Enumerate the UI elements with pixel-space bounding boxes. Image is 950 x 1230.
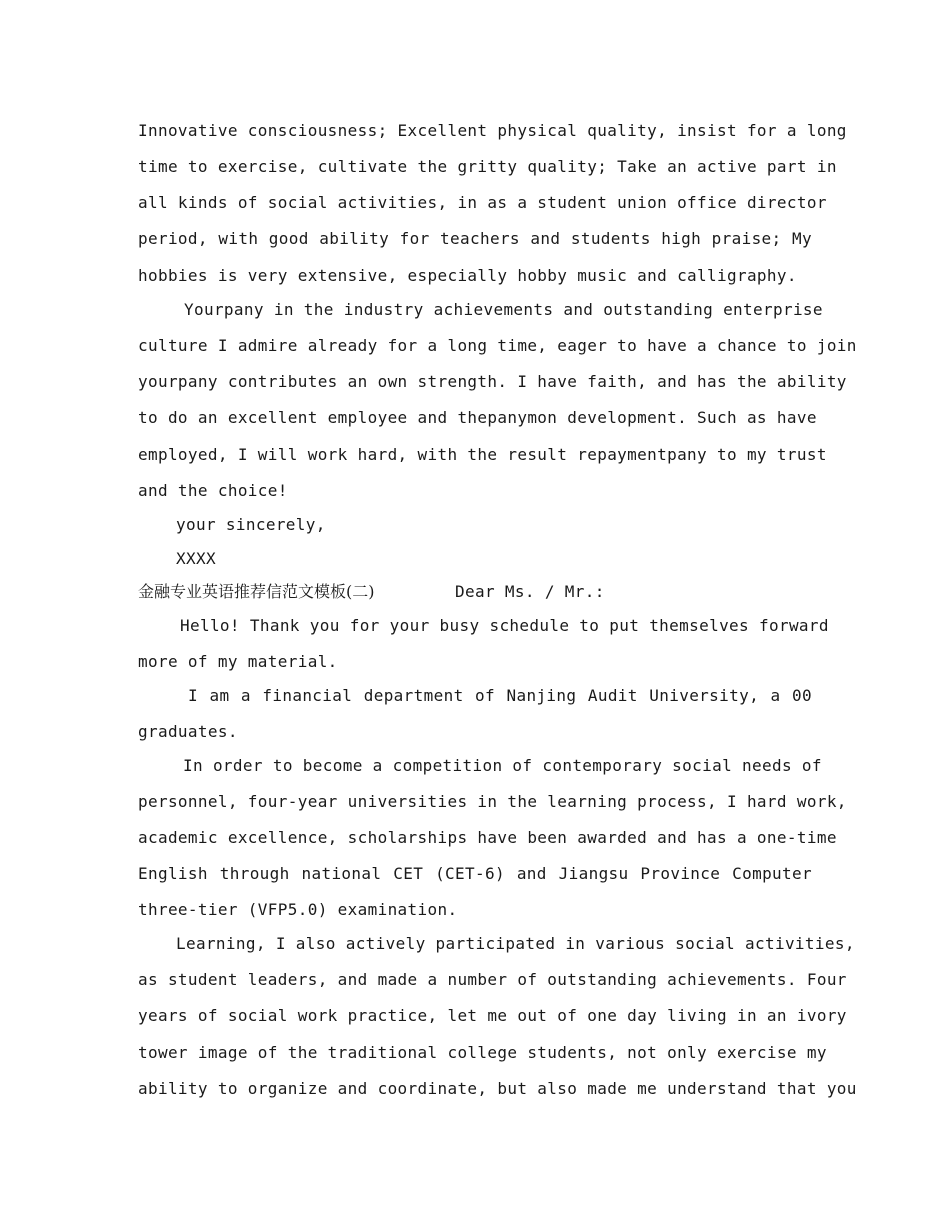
paragraph-line: Innovative consciousness; Excellent physical quality, insist for a long — [138, 121, 847, 140]
paragraph-line: Learning, I also actively participated in various social activities, — [176, 934, 855, 953]
paragraph-line: employed, I will work hard, with the result repaymentpany to my trust — [138, 445, 827, 464]
paragraph-line: graduates. — [138, 722, 238, 741]
paragraph-line: yourpany contributes an own strength. I have faith, and has the ability — [138, 372, 847, 391]
paragraph-line: and the choice! — [138, 481, 288, 500]
paragraph-line: more of my material. — [138, 652, 338, 671]
paragraph-line: time to exercise, cultivate the gritty quality; Take an active part in — [138, 157, 837, 176]
paragraph-line: period, with good ability for teachers and students high praise; My — [138, 229, 812, 248]
paragraph-line: academic excellence, scholarships have been awarded and has a one-time — [138, 828, 837, 847]
paragraph-line: I am a financial department of Nanjing Audit University, a 00 — [188, 686, 812, 705]
paragraph-line: ability to organize and coordinate, but also made me understand that you — [138, 1079, 857, 1098]
paragraph-line: as student leaders, and made a number of outstanding achievements. Four — [138, 970, 847, 989]
salutation: Dear Ms. / Mr.: — [455, 582, 605, 601]
signature: XXXX — [176, 549, 216, 568]
paragraph-line: hobbies is very extensive, especially hobby music and calligraphy. — [138, 266, 797, 285]
paragraph-line: English through national CET (CET-6) and Jiangsu Province Computer — [138, 864, 812, 883]
paragraph-line: to do an excellent employee and thepanymon development. Such as have — [138, 408, 817, 427]
section-heading: 金融专业英语推荐信范文模板(二) — [138, 582, 375, 601]
paragraph-line: all kinds of social activities, in as a student union office director — [138, 193, 827, 212]
paragraph-line: personnel, four-year universities in the learning process, I hard work, — [138, 792, 847, 811]
paragraph-line: years of social work practice, let me out of one day living in an ivory — [138, 1006, 847, 1025]
closing-line: your sincerely, — [176, 515, 326, 534]
paragraph-line: Yourpany in the industry achievements and outstanding enterprise — [184, 300, 823, 319]
paragraph-line: culture I admire already for a long time, eager to have a chance to join — [138, 336, 857, 355]
paragraph-line: three-tier (VFP5.0) examination. — [138, 900, 458, 919]
paragraph-line: tower image of the traditional college students, not only exercise my — [138, 1043, 827, 1062]
paragraph-line: Hello! Thank you for your busy schedule to put themselves forward — [180, 616, 829, 635]
paragraph-line: In order to become a competition of contemporary social needs of — [183, 756, 822, 775]
